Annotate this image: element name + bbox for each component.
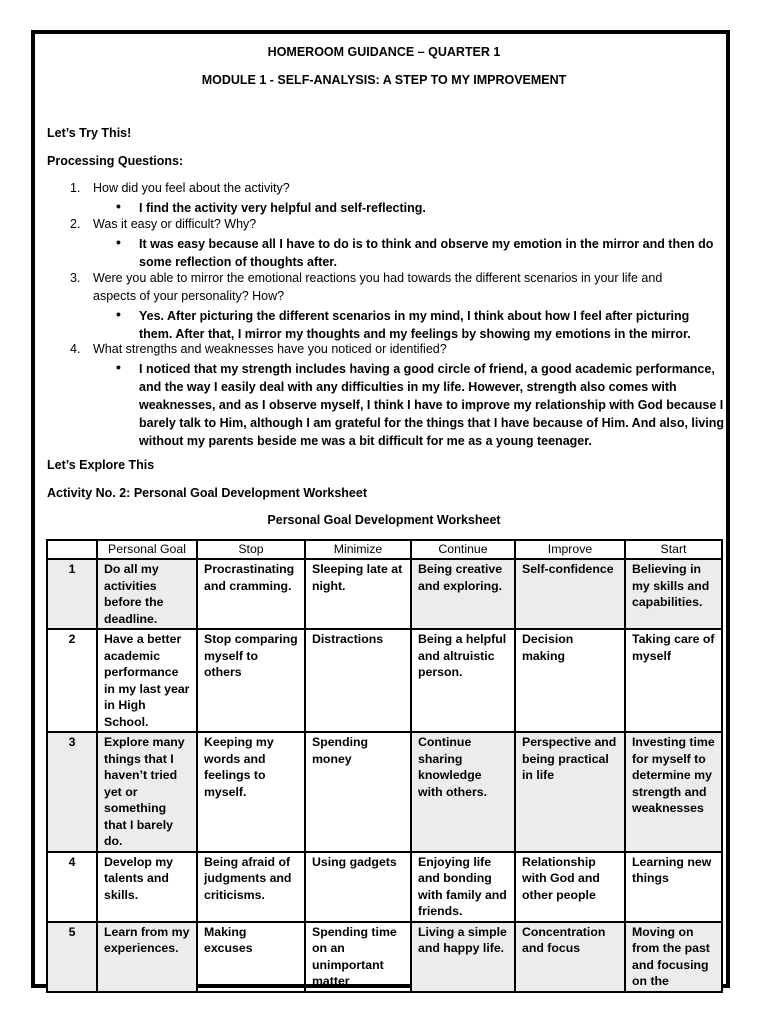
question-number: 4. <box>70 342 81 356</box>
table-cell: Learning new things <box>625 852 722 922</box>
table-cell: Being afraid of judgments and criticisms. <box>197 852 305 922</box>
processing-questions-heading: Processing Questions: <box>47 154 184 168</box>
module-title: MODULE 1 - SELF-ANALYSIS: A STEP TO MY IMPROVEMENT <box>201 73 567 87</box>
question-number: 1. <box>70 181 81 195</box>
bullet-icon: • <box>116 234 121 250</box>
table-header-row <box>47 540 722 559</box>
answer-text: I find the activity very helpful and self-reflecting. <box>139 201 426 215</box>
table-cell: Enjoying life and bonding with family and friends. <box>411 852 515 922</box>
bullet-icon: • <box>116 359 121 375</box>
table-cell: Moving on from the past and focusing on the <box>625 922 722 992</box>
question-text: How did you feel about the activity? <box>93 181 290 195</box>
question-text: What strengths and weaknesses have you noticed or identified? <box>93 342 447 356</box>
header-cell: Continue <box>411 540 515 559</box>
row-number: 4 <box>47 852 97 922</box>
table-cell: Taking care of myself <box>625 629 722 732</box>
bullet-icon: • <box>116 198 121 214</box>
document-title: HOMEROOM GUIDANCE – QUARTER 1 <box>267 45 501 59</box>
answer-text: without my parents beside me was a bit difficult for me as a young teenager. <box>139 434 592 448</box>
table-cell: Using gadgets <box>305 852 411 922</box>
header-cell: Personal Goal <box>97 540 197 559</box>
table-cell: Spending time on an unimportant matter <box>305 922 411 992</box>
question-number: 2. <box>70 217 81 231</box>
header-cell: Improve <box>515 540 625 559</box>
table-cell: Believing in my skills and capabilities. <box>625 559 722 629</box>
answer-text: some reflection of thoughts after. <box>139 255 337 269</box>
question-number: 3. <box>70 271 81 285</box>
row-number: 5 <box>47 922 97 992</box>
answer-text: It was easy because all I have to do is to think and observe my emotion in the mirror and then do <box>139 237 714 251</box>
table-title: Personal Goal Development Worksheet <box>267 513 501 527</box>
row-number: 1 <box>47 559 97 629</box>
row-number: 2 <box>47 629 97 732</box>
header-cell: Minimize <box>305 540 411 559</box>
table-cell: Explore many things that I haven’t tried yet or something that I barely do. <box>97 732 197 852</box>
answer-text: barely talk to Him, although I am grateful for the things that I have because of Him. And also, living <box>139 416 725 430</box>
table-cell: Develop my talents and skills. <box>97 852 197 922</box>
header-cell <box>47 540 97 559</box>
table-cell: Sleeping late at night. <box>305 559 411 629</box>
header-cell: Stop <box>197 540 305 559</box>
table-cell: Relationship with God and other people <box>515 852 625 922</box>
table-cell: Perspective and being practical in life <box>515 732 625 852</box>
table-cell: Do all my activities before the deadline. <box>97 559 197 629</box>
table-cell: Distractions <box>305 629 411 732</box>
table-cell: Living a simple and happy life. <box>411 922 515 992</box>
table-cell: Being a helpful and altruistic person. <box>411 629 515 732</box>
table-cell: Have a better academic performance in my last year in High School. <box>97 629 197 732</box>
table-cell: Continue sharing knowledge with others. <box>411 732 515 852</box>
row-number: 3 <box>47 732 97 852</box>
answer-text: them. After that, I mirror my thoughts and my feelings by showing my emotions in the mirror. <box>139 327 691 341</box>
header-cell: Start <box>625 540 722 559</box>
table-cell: Being creative and exploring. <box>411 559 515 629</box>
bullet-icon: • <box>116 306 121 322</box>
table-row <box>47 732 722 852</box>
answer-text: weaknesses, and as I observe myself, I think I have to improve my relationship with God because I <box>139 398 724 412</box>
activity-heading: Activity No. 2: Personal Goal Development Worksheet <box>47 486 367 500</box>
question-text: Were you able to mirror the emotional reactions you had towards the different scenarios in your life and <box>93 271 663 285</box>
table-cell: Procrastinating and cramming. <box>197 559 305 629</box>
table-cell: Learn from my experiences. <box>97 922 197 992</box>
table-row <box>47 559 722 629</box>
table-cell: Concentration and focus <box>515 922 625 992</box>
question-text: aspects of your personality? How? <box>93 289 285 303</box>
answer-text: Yes. After picturing the different scenarios in my mind, I think about how I feel after picturing <box>139 309 690 323</box>
table-cell: Self-confidence <box>515 559 625 629</box>
answer-text: I noticed that my strength includes having a good circle of friend, a good academic performance, <box>139 362 715 376</box>
table-row <box>47 629 722 732</box>
goal-worksheet-table <box>46 539 723 993</box>
table-row <box>47 852 722 922</box>
table-cell: Stop comparing myself to others <box>197 629 305 732</box>
table-cell: Spending money <box>305 732 411 852</box>
table-row <box>47 922 722 992</box>
table-cell: Keeping my words and feelings to myself. <box>197 732 305 852</box>
table-cell: Making excuses <box>197 922 305 992</box>
section-heading-explore: Let’s Explore This <box>47 458 155 472</box>
question-text: Was it easy or difficult? Why? <box>93 217 257 231</box>
section-heading-try: Let’s Try This! <box>47 126 132 140</box>
table-cell: Decision making <box>515 629 625 732</box>
table-cell: Investing time for myself to determine my strength and weaknesses <box>625 732 722 852</box>
answer-text: and the way I easily deal with any difficulties in my life. However, strength also comes with <box>139 380 677 394</box>
